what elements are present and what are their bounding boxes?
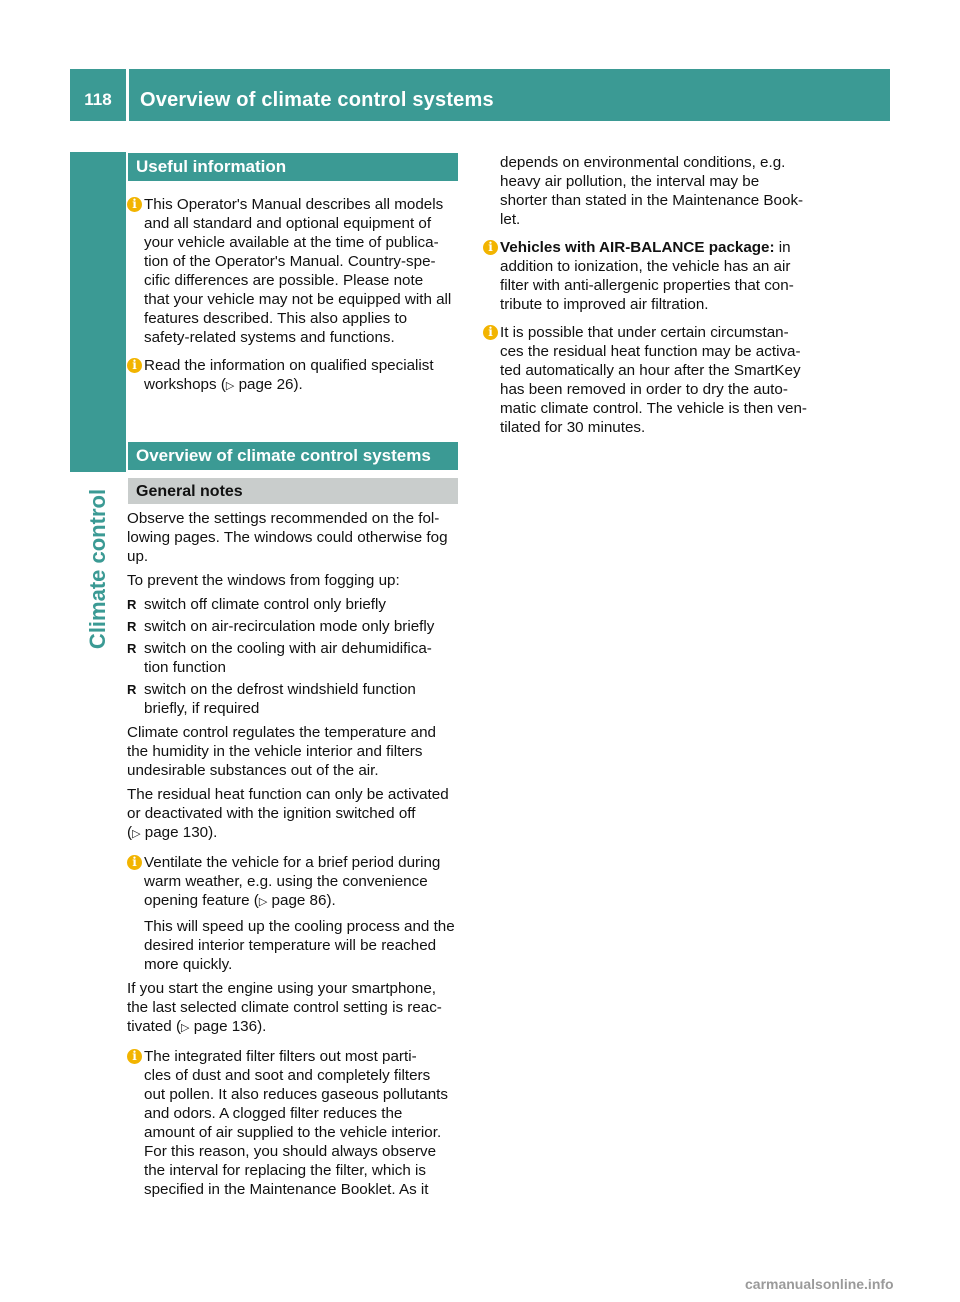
bullet-icon: R: [127, 619, 137, 634]
smartphone-text: If you start the engine using your smartphone, the last selected climate control setting is reac- tivated (▷ page 136).: [127, 980, 442, 1035]
text-line: The integrated filter filters out most parti-: [144, 1048, 417, 1065]
general-notes-intro: [127, 509, 460, 566]
text-line: specified in the Maintenance Booklet. As it: [144, 1181, 429, 1198]
text-line: features described. This also applies to: [144, 310, 408, 327]
page-title: Overview of climate control systems: [140, 89, 494, 111]
text-line: ted automatically an hour after the SmartKey: [500, 362, 801, 379]
page-reference-arrow-icon: ▷: [181, 1022, 190, 1034]
right-column: [483, 153, 816, 437]
prevent-fogging-list: [127, 595, 460, 718]
list-item: [127, 639, 460, 677]
info-icon: i: [483, 325, 498, 340]
info-note-residual-heat: [483, 323, 816, 437]
info-note-specialist-workshops: i Read the information on qualified specialist workshops (▷ page 26).: [127, 356, 460, 396]
sidebar-color-block: [70, 152, 126, 472]
text-line: tion of the Operator's Manual. Country-spe-: [144, 253, 436, 270]
text-line: desired interior temperature will be reached: [144, 937, 437, 954]
list-item-text: switch on the defrost windshield function: [144, 681, 416, 698]
page-reference-link[interactable]: page 86: [271, 892, 327, 909]
page-reference-arrow-icon: ▷: [225, 380, 235, 392]
text-line: depends on environmental conditions, e.g.: [500, 154, 786, 171]
general-notes-heading: General notes: [128, 478, 458, 504]
text-line: filter with anti-allergenic properties that con-: [500, 277, 794, 294]
air-balance-label: Vehicles with AIR-BALANCE package:: [500, 239, 775, 256]
header-divider: [126, 69, 129, 121]
info-icon: i: [127, 358, 142, 373]
page-number: 118: [84, 90, 112, 109]
text-line: Observe the settings recommended on the fol-: [127, 510, 440, 527]
page-reference-arrow-icon: ▷: [132, 828, 141, 840]
info-icon: i: [127, 855, 142, 870]
text-line: It is possible that under certain circumstan-: [500, 324, 789, 341]
text-line: out pollen. It also reduces gaseous pollutants: [144, 1086, 448, 1103]
bullet-icon: R: [127, 597, 137, 612]
text-line: The residual heat function can only be activated: [127, 786, 449, 803]
text-line: safety-related systems and functions.: [144, 329, 395, 346]
text-line: cific differences are possible. Please note: [144, 272, 424, 289]
text-line: shorter than stated in the Maintenance Book-: [500, 192, 804, 209]
list-item: [127, 617, 460, 636]
info-note-air-balance: i Vehicles with AIR-BALANCE package: in addition to ionization, the vehicle has an air filter with anti-allergenic properties that con- tribute to improved air filtration.: [483, 238, 816, 314]
text-line: Climate control regulates the temperature and: [127, 724, 436, 741]
regulates-text: [127, 723, 460, 780]
list-item: [127, 595, 460, 614]
text-line: matic climate control. The vehicle is then ven-: [500, 400, 807, 417]
residual-heat-text: [127, 785, 460, 823]
text-line: your vehicle available at the time of publica-: [144, 234, 439, 251]
text-line: For this reason, you should always observe: [144, 1143, 437, 1160]
sidebar-tab: [70, 478, 126, 660]
bullet-icon: R: [127, 641, 137, 656]
text-line: or deactivated with the ignition switched off: [127, 805, 416, 822]
text-line: has been removed in order to dry the auto-: [500, 381, 788, 398]
sidebar-tab-label: Climate control: [85, 488, 110, 650]
text-line: the interval for replacing the filter, which is: [144, 1162, 426, 1179]
page-reference-arrow-icon: ▷: [258, 896, 268, 908]
text-line: heavy air pollution, the interval may be: [500, 173, 760, 190]
list-item-text: switch on the cooling with air dehumidifica-: [144, 640, 432, 657]
filter-note-continued: [483, 153, 816, 229]
text-line: the humidity in the vehicle interior and filters: [127, 743, 423, 760]
text-line: and odors. A clogged filter reduces the: [144, 1105, 403, 1122]
text-line: This will speed up the cooling process and the: [144, 918, 455, 935]
list-item-text: switch off climate control only briefly: [144, 596, 386, 613]
info-icon: i: [127, 1049, 142, 1064]
note2-line2: workshops (: [144, 376, 226, 393]
text-line: undesirable substances out of the air.: [127, 762, 379, 779]
page-reference-link[interactable]: page 130: [144, 824, 209, 841]
list-item-text: tion function: [144, 659, 226, 676]
page-reference-link[interactable]: page 26: [238, 376, 294, 393]
watermark: carmanualsonline.info: [745, 1276, 894, 1292]
info-icon: i: [483, 240, 498, 255]
info-icon: i: [127, 197, 142, 212]
text-line: tilated for 30 minutes.: [500, 419, 646, 436]
page-reference-link[interactable]: page 136: [193, 1018, 258, 1035]
text-line: cles of dust and soot and completely filters: [144, 1067, 431, 1084]
text-line: and all standard and optional equipment of: [144, 215, 432, 232]
text-line: up.: [127, 548, 149, 565]
useful-information-heading: Useful information: [128, 153, 458, 181]
left-column: Useful information i This Operator's Manual describes all models and all standard and optional equipment of your vehicle available at the time of publica- tion of the Operator's Manual. Country-spe- cific differences are possible. Please note that your vehicle may not be equipped with all features described. This also applies to safety-related systems and functions. i Read the information on qualified specialist workshops (▷ page 26). Overview of climate control systems General notes Observe the settings recommended on the fol- lowing pages. The windows could otherwise fog up. To prevent the windows from fogging up: R switch off climate control only briefly R switch on air-recirculation mode only briefly R switch on the cooling with air dehumidifica- tion function R switch on the defrost windshield function briefly, if required Climate control regulates the temperature and the humidity in the vehicle interior and filters undesirable substances out of the air. The residual heat function can only be activated or deactivated with the ignition switched off (▷ page 130). i Ventilate the vehicle for a brief period during warm weather, e.g. using the convenience opening feature (▷ page 86). This will speed up the cooling process and the desired interior temperature will be reached more quickly. If you start the engine using your smartphone, the last selected climate control setting is reac- tivated (▷ page 136). i The integrated filter filters out most parti- cles of dust and soot and completely filters out pollen. It also reduces gaseous pollutants and odors. A clogged filter reduces the amount of air supplied to the vehicle interior. For this reason, you should always observe the interval for replacing the filter, which is specified in the Maintenance Booklet. As it: [127, 153, 460, 1199]
overview-heading: Overview of climate control systems: [128, 442, 458, 470]
text-line: This Operator's Manual describes all models: [144, 196, 444, 213]
info-note-operators-manual: [127, 195, 460, 347]
bullet-icon: R: [127, 682, 137, 697]
text-line: tribute to improved air filtration.: [500, 296, 709, 313]
text-line: let.: [500, 211, 521, 228]
text-line: addition to ionization, the vehicle has an air: [500, 258, 791, 275]
prevent-fogging-text: To prevent the windows from fogging up:: [127, 572, 400, 589]
text-line: lowing pages. The windows could otherwise fog: [127, 529, 448, 546]
info-note-ventilate: i Ventilate the vehicle for a brief period during warm weather, e.g. using the convenience opening feature (▷ page 86). This will speed up the cooling process and the desired interior temperature will be reached more quickly.: [127, 853, 460, 974]
text-line: that your vehicle may not be equipped with all: [144, 291, 452, 308]
info-note-filter: [127, 1047, 460, 1199]
text-line: more quickly.: [144, 956, 233, 973]
text-line: ces the residual heat function may be activa-: [500, 343, 801, 360]
list-item-text: switch on air-recirculation mode only briefly: [144, 618, 435, 635]
list-item: [127, 680, 460, 718]
list-item-text: briefly, if required: [144, 700, 260, 717]
note2-line1: Read the information on qualified specialist: [144, 357, 434, 374]
text-line: amount of air supplied to the vehicle interior.: [144, 1124, 442, 1141]
